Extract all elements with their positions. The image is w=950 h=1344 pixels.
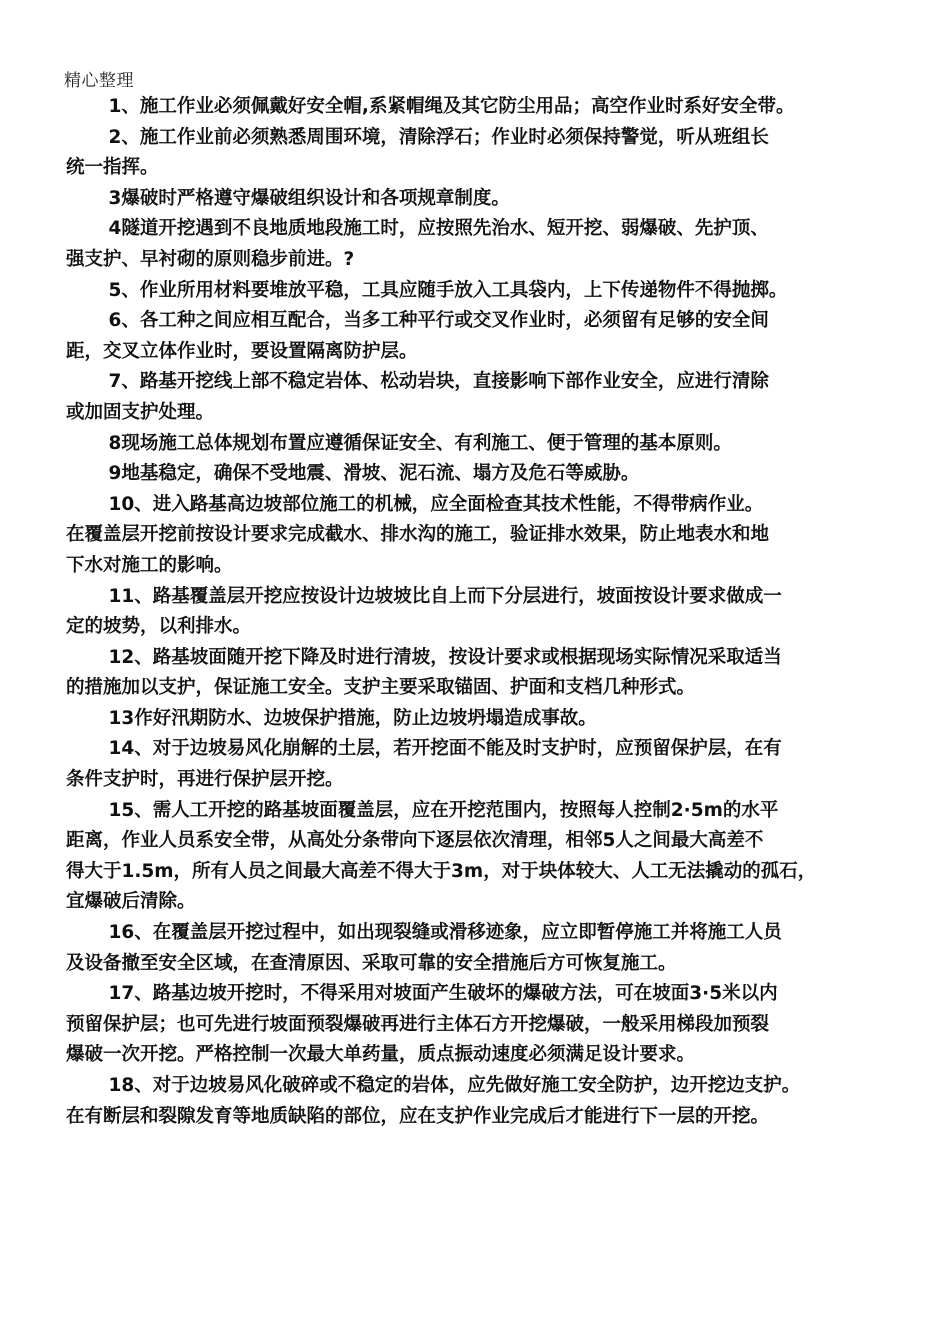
text-line: 下水对施工的影响。	[66, 554, 233, 576]
text-line: 定的坡势，以利排水。	[66, 616, 252, 638]
text-line: 爆破一次开挖。严格控制一次最大单药量，质点振动速度必须满足设计要求。	[66, 1044, 696, 1066]
text-line: 13作好汛期防水、边坡保护措施，防止边坡坍塌造成事故。	[108, 707, 597, 729]
text-line: 得大于1.5m，所有人员之间最大高差不得大于3m，对于块体较大、人工无法撬动的孤石，	[66, 860, 817, 882]
text-line: 5、作业所用材料要堆放平稳，工具应随手放入工具袋内，上下传递物件不得抛掷。	[108, 279, 788, 301]
text-line: 在覆盖层开挖前按设计要求完成截水、排水沟的施工，验证排水效果，防止地表水和地	[66, 524, 770, 546]
text-line: 预留保护层；也可先进行坡面预裂爆破再进行主体石方开挖爆破，一般采用梯段加预裂	[66, 1013, 770, 1035]
text-line: 8现场施工总体规划布置应遵循保证安全、有利施工、便于管理的基本原则。	[108, 432, 732, 454]
page-header: 精心整理	[64, 71, 134, 91]
text-line: 2、施工作业前必须熟悉周围环境，清除浮石；作业时必须保持警觉，听从班组长	[108, 126, 769, 148]
text-line: 4隧道开挖遇到不良地质地段施工时，应按照先治水、短开挖、弱爆破、先护顶、	[108, 218, 769, 240]
text-line: 3爆破时严格遵守爆破组织设计和各项规章制度。	[108, 187, 510, 209]
text-line: 17、路基边坡开挖时，不得采用对坡面产生破坏的爆破方法，可在坡面3·5米以内	[108, 983, 778, 1005]
text-line: 宜爆破后清除。	[66, 891, 196, 913]
text-line: 12、路基坡面随开挖下降及时进行清坡，按设计要求或根据现场实际情况采取适当	[108, 646, 782, 668]
text-line: 在有断层和裂隙发育等地质缺陷的部位，应在支护作业完成后才能进行下一层的开挖。	[66, 1105, 770, 1127]
text-line: 15、需人工开挖的路基坡面覆盖层，应在开挖范围内，按照每人控制2·5m的水平	[108, 799, 779, 821]
text-line: 6、各工种之间应相互配合，当多工种平行或交叉作业时，必须留有足够的安全间	[108, 310, 769, 332]
document-body	[66, 92, 896, 1132]
text-line: 强支护、早衬砌的原则稳步前进。?	[66, 248, 355, 270]
text-line: 14、对于边坡易风化崩解的土层，若开挖面不能及时支护时，应预留保护层，在有	[108, 738, 782, 760]
text-line: 11、路基覆盖层开挖应按设计边坡坡比自上而下分层进行，坡面按设计要求做成一	[108, 585, 782, 607]
text-line: 7、路基开挖线上部不稳定岩体、松动岩块，直接影响下部作业安全，应进行清除	[108, 371, 769, 393]
text-line: 统一指挥。	[66, 157, 159, 179]
text-line: 的措施加以支护，保证施工安全。支护主要采取锚固、护面和支档几种形式。	[66, 677, 696, 699]
text-line: 16、在覆盖层开挖过程中，如出现裂缝或滑移迹象，应立即暂停施工并将施工人员	[108, 922, 782, 944]
text-line: 距离，作业人员系安全带，从高处分条带向下逐层依次清理，相邻5人之间最大高差不	[66, 830, 764, 852]
text-line: 距，交叉立体作业时，要设置隔离防护层。	[66, 340, 418, 362]
text-line: 及设备撤至安全区域，在查清原因、采取可靠的安全措施后方可恢复施工。	[66, 952, 677, 974]
text-line: 18、对于边坡易风化破碎或不稳定的岩体，应先做好施工安全防护，边开挖边支护。	[108, 1075, 801, 1096]
text-line: 9地基稳定，确保不受地震、滑坡、泥石流、塌方及危石等威胁。	[108, 463, 640, 485]
text-line: 或加固支护处理。	[66, 401, 215, 423]
text-line: 条件支护时，再进行保护层开挖。	[66, 769, 344, 791]
text-line: 10、进入路基高边坡部位施工的机械，应全面检查其技术性能，不得带病作业。	[108, 493, 764, 515]
text-line: 1、施工作业必须佩戴好安全帽,系紧帽绳及其它防尘用品；高空作业时系好安全带。	[108, 96, 795, 117]
